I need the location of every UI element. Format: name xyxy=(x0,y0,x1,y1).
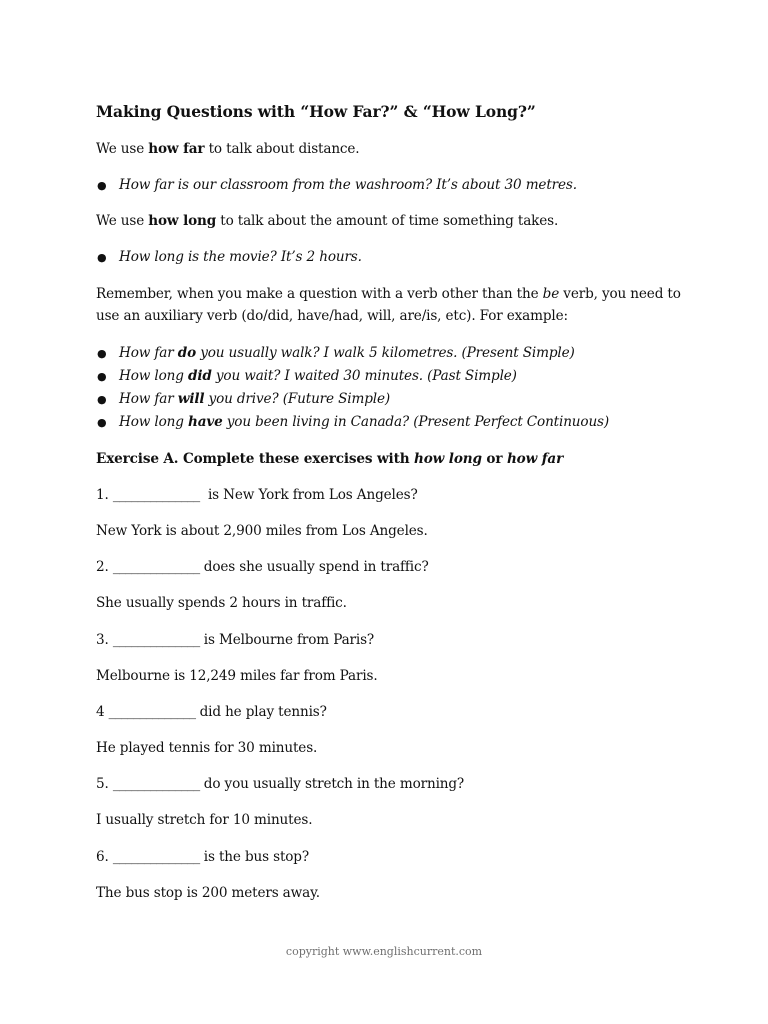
remember-line-1-pre: Remember, when you make a question with a verb other than the xyxy=(96,286,543,302)
question-number: 3. xyxy=(96,632,109,648)
question-text: is the bus stop? xyxy=(199,849,309,865)
aux-verb: did xyxy=(187,368,212,384)
answer-blank: ______________ xyxy=(108,704,196,720)
example-how-long xyxy=(97,248,362,267)
remember-line-1 xyxy=(96,285,681,303)
aux-example-text: How far do you usually walk? I walk 5 kilometres. (Present Simple) xyxy=(119,345,575,361)
exercise-answer: Melbourne is 12,249 miles far from Paris. xyxy=(96,668,378,684)
bullet-icon: ● xyxy=(97,347,107,360)
intro-how-long-pre: We use xyxy=(96,213,149,229)
aux-example xyxy=(97,390,390,409)
answer-blank: ______________ xyxy=(112,559,200,575)
remember-line-1-post: verb, you need to xyxy=(559,286,681,302)
question-number: 5. xyxy=(96,776,109,792)
page-title: Making Questions with “How Far?” & “How Long?” xyxy=(96,102,536,121)
question-text: is New York from Los Angeles? xyxy=(199,487,418,503)
intro-how-far-keyword: how far xyxy=(148,141,205,157)
bullet-icon: ● xyxy=(97,179,107,192)
bullet-icon: ● xyxy=(97,416,107,429)
aux-verb: do xyxy=(177,345,197,361)
remember-be-word: be xyxy=(542,286,560,302)
question-text: is Melbourne from Paris? xyxy=(199,632,375,648)
example-how-far-text: How far is our classroom from the washroom? It’s about 30 metres. xyxy=(119,177,577,193)
aux-verb: will xyxy=(177,391,205,407)
intro-how-long xyxy=(96,212,558,230)
question-number: 2. xyxy=(96,559,109,575)
exercise-answer: The bus stop is 200 meters away. xyxy=(96,885,320,901)
question-text: does she usually spend in traffic? xyxy=(199,559,429,575)
aux-example-text: How far will you drive? (Future Simple) xyxy=(119,391,390,407)
aux-example-text: How long did you wait? I waited 30 minutes. (Past Simple) xyxy=(119,368,517,384)
answer-blank: ______________ xyxy=(112,487,200,503)
intro-how-far-post: to talk about distance. xyxy=(204,141,360,157)
bullet-icon: ● xyxy=(97,370,107,383)
exercise-question xyxy=(96,703,327,721)
exercise-question xyxy=(96,848,309,866)
answer-blank: ______________ xyxy=(112,632,200,648)
example-how-long-text: How long is the movie? It’s 2 hours. xyxy=(119,249,362,265)
bullet-icon: ● xyxy=(97,251,107,264)
intro-how-far xyxy=(96,140,359,158)
exercise-answer: She usually spends 2 hours in traffic. xyxy=(96,595,347,611)
exercise-question xyxy=(96,631,374,649)
aux-example xyxy=(97,367,517,386)
question-number: 6. xyxy=(96,849,109,865)
exercise-answer: I usually stretch for 10 minutes. xyxy=(96,812,313,828)
copyright-footer: copyright www.englishcurrent.com xyxy=(285,945,483,958)
question-number: 1. xyxy=(96,487,109,503)
question-number: 4 xyxy=(96,704,105,720)
exercise-answer: New York is about 2,900 miles from Los Angeles. xyxy=(96,523,428,539)
exercise-question xyxy=(96,558,429,576)
intro-how-long-keyword: how long xyxy=(148,213,217,229)
exercise-question xyxy=(96,486,418,504)
intro-how-long-post: to talk about the amount of time something takes. xyxy=(216,213,559,229)
aux-example xyxy=(97,413,609,432)
exercise-question xyxy=(96,775,464,793)
aux-verb: have xyxy=(187,414,223,430)
aux-example-text: How long have you been living in Canada? (Present Perfect Continuous) xyxy=(119,414,610,430)
intro-how-far-pre: We use xyxy=(96,141,149,157)
bullet-icon: ● xyxy=(97,393,107,406)
exercise-heading: Exercise A. Complete these exercises with how long or how far xyxy=(96,451,564,467)
example-how-far xyxy=(97,176,577,195)
aux-example xyxy=(97,344,575,363)
answer-blank: ______________ xyxy=(112,849,200,865)
exercise-answer: He played tennis for 30 minutes. xyxy=(96,740,318,756)
question-text: do you usually stretch in the morning? xyxy=(199,776,465,792)
remember-line-2: use an auxiliary verb (do/did, have/had, will, are/is, etc). For example: xyxy=(96,308,568,324)
answer-blank: ______________ xyxy=(112,776,200,792)
question-text: did he play tennis? xyxy=(195,704,327,720)
